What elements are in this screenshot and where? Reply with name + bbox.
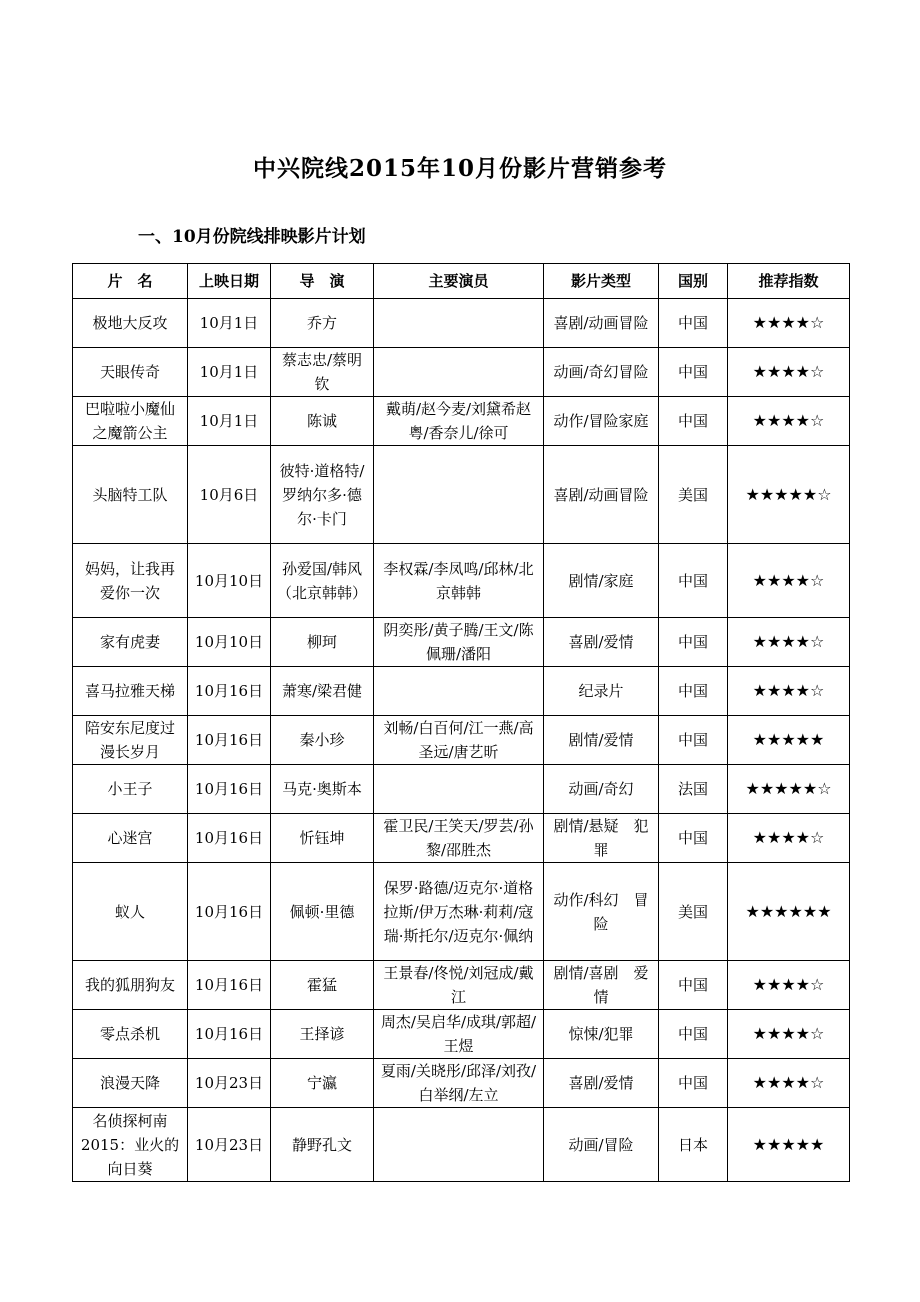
genre-cell: 动画/奇幻冒险 (544, 348, 659, 397)
rating-cell: ★★★★☆ (728, 667, 850, 716)
table-header-row (73, 264, 850, 299)
table-row (73, 348, 850, 397)
cast-cell: 李权霖/李凤鸣/邱林/北京韩韩 (374, 544, 544, 618)
film-name-cell: 喜马拉雅天梯 (73, 667, 188, 716)
table-row (73, 299, 850, 348)
country-cell: 中国 (659, 716, 728, 765)
director-cell: 马克·奥斯本 (271, 765, 374, 814)
release-date-cell: 10月16日 (188, 961, 271, 1010)
rating-cell: ★★★★★☆ (728, 446, 850, 544)
header-cast: 主要演员 (374, 264, 544, 299)
genre-cell: 剧情/喜剧 爱情 (544, 961, 659, 1010)
release-date-cell: 10月16日 (188, 667, 271, 716)
table-row (73, 863, 850, 961)
header-release-date: 上映日期 (188, 264, 271, 299)
cast-cell (374, 765, 544, 814)
release-date-cell: 10月16日 (188, 765, 271, 814)
film-name-cell: 妈妈，让我再爱你一次 (73, 544, 188, 618)
table-row (73, 814, 850, 863)
director-cell: 王择谚 (271, 1010, 374, 1059)
header-country: 国别 (659, 264, 728, 299)
rating-cell: ★★★★☆ (728, 348, 850, 397)
director-cell: 彼特·道格特/罗纳尔多·德尔·卡门 (271, 446, 374, 544)
film-name-cell: 极地大反攻 (73, 299, 188, 348)
cast-cell (374, 1108, 544, 1182)
country-cell: 中国 (659, 814, 728, 863)
director-cell: 宁瀛 (271, 1059, 374, 1108)
country-cell: 日本 (659, 1108, 728, 1182)
release-date-cell: 10月10日 (188, 618, 271, 667)
country-cell: 法国 (659, 765, 728, 814)
film-name-cell: 陪安东尼度过漫长岁月 (73, 716, 188, 765)
table-row (73, 1108, 850, 1182)
release-date-cell: 10月10日 (188, 544, 271, 618)
genre-cell: 动作/科幻 冒险 (544, 863, 659, 961)
film-name-cell: 天眼传奇 (73, 348, 188, 397)
release-date-cell: 10月1日 (188, 348, 271, 397)
film-name-cell: 蚁人 (73, 863, 188, 961)
country-cell: 中国 (659, 397, 728, 446)
country-cell: 中国 (659, 299, 728, 348)
country-cell: 中国 (659, 544, 728, 618)
film-name-cell: 小王子 (73, 765, 188, 814)
genre-cell: 剧情/悬疑 犯罪 (544, 814, 659, 863)
director-cell: 佩顿·里德 (271, 863, 374, 961)
rating-cell: ★★★★★☆ (728, 765, 850, 814)
cast-cell: 刘畅/白百何/江一燕/高圣远/唐艺昕 (374, 716, 544, 765)
country-cell: 美国 (659, 863, 728, 961)
country-cell: 中国 (659, 348, 728, 397)
genre-cell: 动作/冒险家庭 (544, 397, 659, 446)
header-film-name: 片 名 (73, 264, 188, 299)
rating-cell: ★★★★☆ (728, 1010, 850, 1059)
release-date-cell: 10月16日 (188, 814, 271, 863)
country-cell: 中国 (659, 618, 728, 667)
release-date-cell: 10月23日 (188, 1108, 271, 1182)
rating-cell: ★★★★☆ (728, 299, 850, 348)
release-date-cell: 10月16日 (188, 863, 271, 961)
genre-cell: 动画/冒险 (544, 1108, 659, 1182)
film-name-cell: 零点杀机 (73, 1010, 188, 1059)
table-row (73, 544, 850, 618)
cast-cell: 王景春/佟悦/刘冠成/戴江 (374, 961, 544, 1010)
release-date-cell: 10月16日 (188, 716, 271, 765)
director-cell: 陈诚 (271, 397, 374, 446)
director-cell: 静野孔文 (271, 1108, 374, 1182)
director-cell: 霍猛 (271, 961, 374, 1010)
table-row (73, 716, 850, 765)
country-cell: 中国 (659, 961, 728, 1010)
film-name-cell: 家有虎妻 (73, 618, 188, 667)
header-rating: 推荐指数 (728, 264, 850, 299)
section-heading: 一、10月份院线排映影片计划 (138, 227, 366, 247)
genre-cell: 喜剧/动画冒险 (544, 299, 659, 348)
film-name-cell: 浪漫天降 (73, 1059, 188, 1108)
director-cell: 萧寒/梁君健 (271, 667, 374, 716)
table-row (73, 667, 850, 716)
cast-cell (374, 667, 544, 716)
table-row (73, 1010, 850, 1059)
release-date-cell: 10月6日 (188, 446, 271, 544)
director-cell: 秦小珍 (271, 716, 374, 765)
rating-cell: ★★★★☆ (728, 618, 850, 667)
genre-cell: 剧情/家庭 (544, 544, 659, 618)
director-cell: 孙爱国/韩风（北京韩韩） (271, 544, 374, 618)
director-cell: 柳珂 (271, 618, 374, 667)
release-date-cell: 10月16日 (188, 1010, 271, 1059)
genre-cell: 喜剧/爱情 (544, 1059, 659, 1108)
genre-cell: 动画/奇幻 (544, 765, 659, 814)
genre-cell: 喜剧/动画冒险 (544, 446, 659, 544)
table-row (73, 765, 850, 814)
table-row (73, 618, 850, 667)
header-director: 导 演 (271, 264, 374, 299)
release-date-cell: 10月1日 (188, 397, 271, 446)
country-cell: 中国 (659, 667, 728, 716)
country-cell: 中国 (659, 1010, 728, 1059)
table-row (73, 961, 850, 1010)
cast-cell: 保罗·路德/迈克尔·道格拉斯/伊万杰琳·莉莉/寇瑞·斯托尔/迈克尔·佩纳 (374, 863, 544, 961)
rating-cell: ★★★★★ (728, 1108, 850, 1182)
country-cell: 美国 (659, 446, 728, 544)
country-cell: 中国 (659, 1059, 728, 1108)
genre-cell: 剧情/爱情 (544, 716, 659, 765)
director-cell: 忻钰坤 (271, 814, 374, 863)
rating-cell: ★★★★☆ (728, 397, 850, 446)
header-genre: 影片类型 (544, 264, 659, 299)
cast-cell: 霍卫民/王笑天/罗芸/孙黎/邵胜杰 (374, 814, 544, 863)
genre-cell: 纪录片 (544, 667, 659, 716)
director-cell: 蔡志忠/蔡明钦 (271, 348, 374, 397)
rating-cell: ★★★★☆ (728, 544, 850, 618)
genre-cell: 喜剧/爱情 (544, 618, 659, 667)
release-date-cell: 10月23日 (188, 1059, 271, 1108)
document-title: 中兴院线2015年10月份影片营销参考 (252, 155, 668, 182)
rating-cell: ★★★★☆ (728, 814, 850, 863)
film-name-cell: 巴啦啦小魔仙之魔箭公主 (73, 397, 188, 446)
genre-cell: 惊悚/犯罪 (544, 1010, 659, 1059)
table-row (73, 446, 850, 544)
release-date-cell: 10月1日 (188, 299, 271, 348)
cast-cell (374, 299, 544, 348)
film-name-cell: 我的狐朋狗友 (73, 961, 188, 1010)
cast-cell: 阴奕彤/黄子腾/王文/陈佩珊/潘阳 (374, 618, 544, 667)
film-name-cell: 头脑特工队 (73, 446, 188, 544)
cast-cell (374, 446, 544, 544)
rating-cell: ★★★★★★ (728, 863, 850, 961)
director-cell: 乔方 (271, 299, 374, 348)
cast-cell (374, 348, 544, 397)
table-row (73, 1059, 850, 1108)
rating-cell: ★★★★☆ (728, 961, 850, 1010)
cast-cell: 夏雨/关晓彤/邱泽/刘孜/白举纲/左立 (374, 1059, 544, 1108)
cast-cell: 周杰/吴启华/成琪/郭超/王煜 (374, 1010, 544, 1059)
film-name-cell: 心迷宫 (73, 814, 188, 863)
rating-cell: ★★★★☆ (728, 1059, 850, 1108)
rating-cell: ★★★★★ (728, 716, 850, 765)
table-row (73, 397, 850, 446)
film-schedule-table (72, 263, 850, 1182)
film-name-cell: 名侦探柯南2015：业火的向日葵 (73, 1108, 188, 1182)
cast-cell: 戴萌/赵今麦/刘黛希赵粤/香奈儿/徐可 (374, 397, 544, 446)
